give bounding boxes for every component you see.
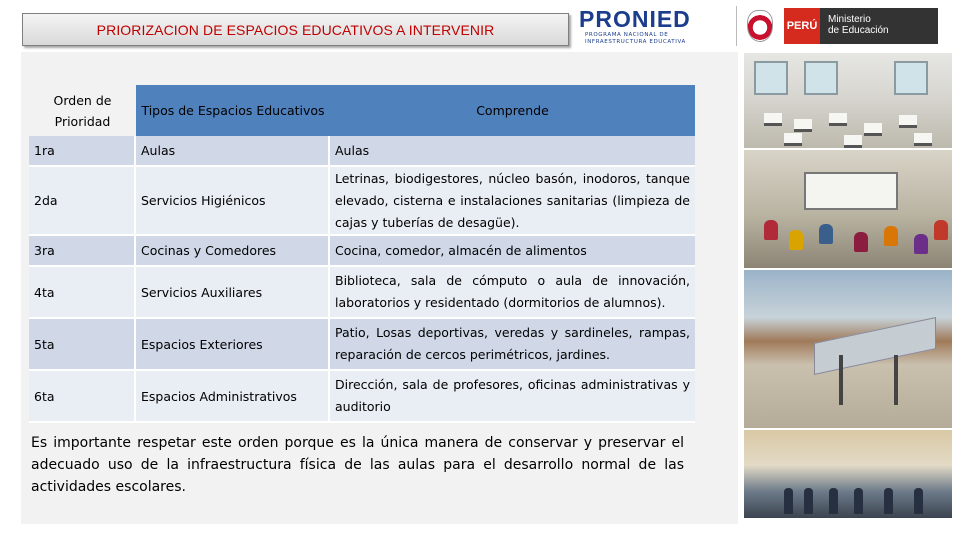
cell-type: Servicios Auxiliares	[136, 267, 330, 319]
cell-type: Cocinas y Comedores	[136, 236, 330, 267]
cell-includes: Dirección, sala de profesores, oficinas administrativas y auditorio	[330, 371, 695, 423]
peru-label: PERÚ	[784, 8, 820, 44]
cell-includes: Patio, Losas deportivas, veredas y sardineles, rampas, reparación de cercos perimétricos, jardines.	[330, 319, 695, 371]
ministry-line-2: de Educación	[828, 25, 889, 36]
table-row	[29, 136, 695, 167]
cell-includes: Cocina, comedor, almacén de alimentos	[330, 236, 695, 267]
priority-table	[29, 85, 695, 423]
pronied-subtitle: PROGRAMA NACIONAL DE INFRAESTRUCTURA EDUCATIVA	[585, 32, 686, 45]
table-row	[29, 371, 695, 423]
school-building-photo	[744, 430, 952, 518]
students-classroom-photo	[744, 150, 952, 268]
school-courtyard-photo	[744, 270, 952, 428]
table-row	[29, 267, 695, 319]
cell-includes: Letrinas, biodigestores, núcleo basón, inodoros, tanque elevado, cisterna e instalaciones sanitarias (limpieza de cajas y tuberías de desagüe).	[330, 167, 695, 236]
footnote-paragraph: Es importante respetar este orden porque es la única manera de conservar y preservar el adecuado uso de la infraestructura física de las aulas para el desarrollo normal de las actividades escolares.	[31, 435, 684, 495]
cell-order: 6ta	[29, 371, 136, 423]
cell-order: 1ra	[29, 136, 136, 167]
cell-type: Servicios Higiénicos	[136, 167, 330, 236]
table-row	[29, 167, 695, 236]
header-includes: Comprende	[330, 85, 695, 136]
table-header-row	[29, 85, 695, 136]
table-row	[29, 319, 695, 371]
cell-includes: Biblioteca, sala de cómputo o aula de innovación, laboratorios y residentado (dormitorios de alumnos).	[330, 267, 695, 319]
pronied-logo	[573, 4, 730, 48]
slide-title: PRIORIZACION DE ESPACIOS EDUCATIVOS A INTERVENIR	[96, 21, 495, 38]
ministry-line-1: Ministerio	[828, 14, 871, 25]
peru-coat-of-arms-icon	[736, 6, 776, 46]
header-order: Orden de Prioridad	[29, 85, 136, 136]
cell-order: 2da	[29, 167, 136, 236]
table-row	[29, 236, 695, 267]
cell-type: Aulas	[136, 136, 330, 167]
slide-title-box	[22, 13, 569, 46]
minedu-logo	[784, 8, 938, 44]
ministry-label	[820, 8, 938, 44]
cell-order: 3ra	[29, 236, 136, 267]
pronied-brand: PRONIED	[579, 6, 691, 32]
cell-order: 4ta	[29, 267, 136, 319]
header-type: Tipos de Espacios Educativos	[136, 85, 330, 136]
cell-type: Espacios Administrativos	[136, 371, 330, 423]
cell-order: 5ta	[29, 319, 136, 371]
cell-type: Espacios Exteriores	[136, 319, 330, 371]
classroom-photo	[744, 53, 952, 148]
institution-logos	[573, 4, 938, 48]
cell-includes: Aulas	[330, 136, 695, 167]
